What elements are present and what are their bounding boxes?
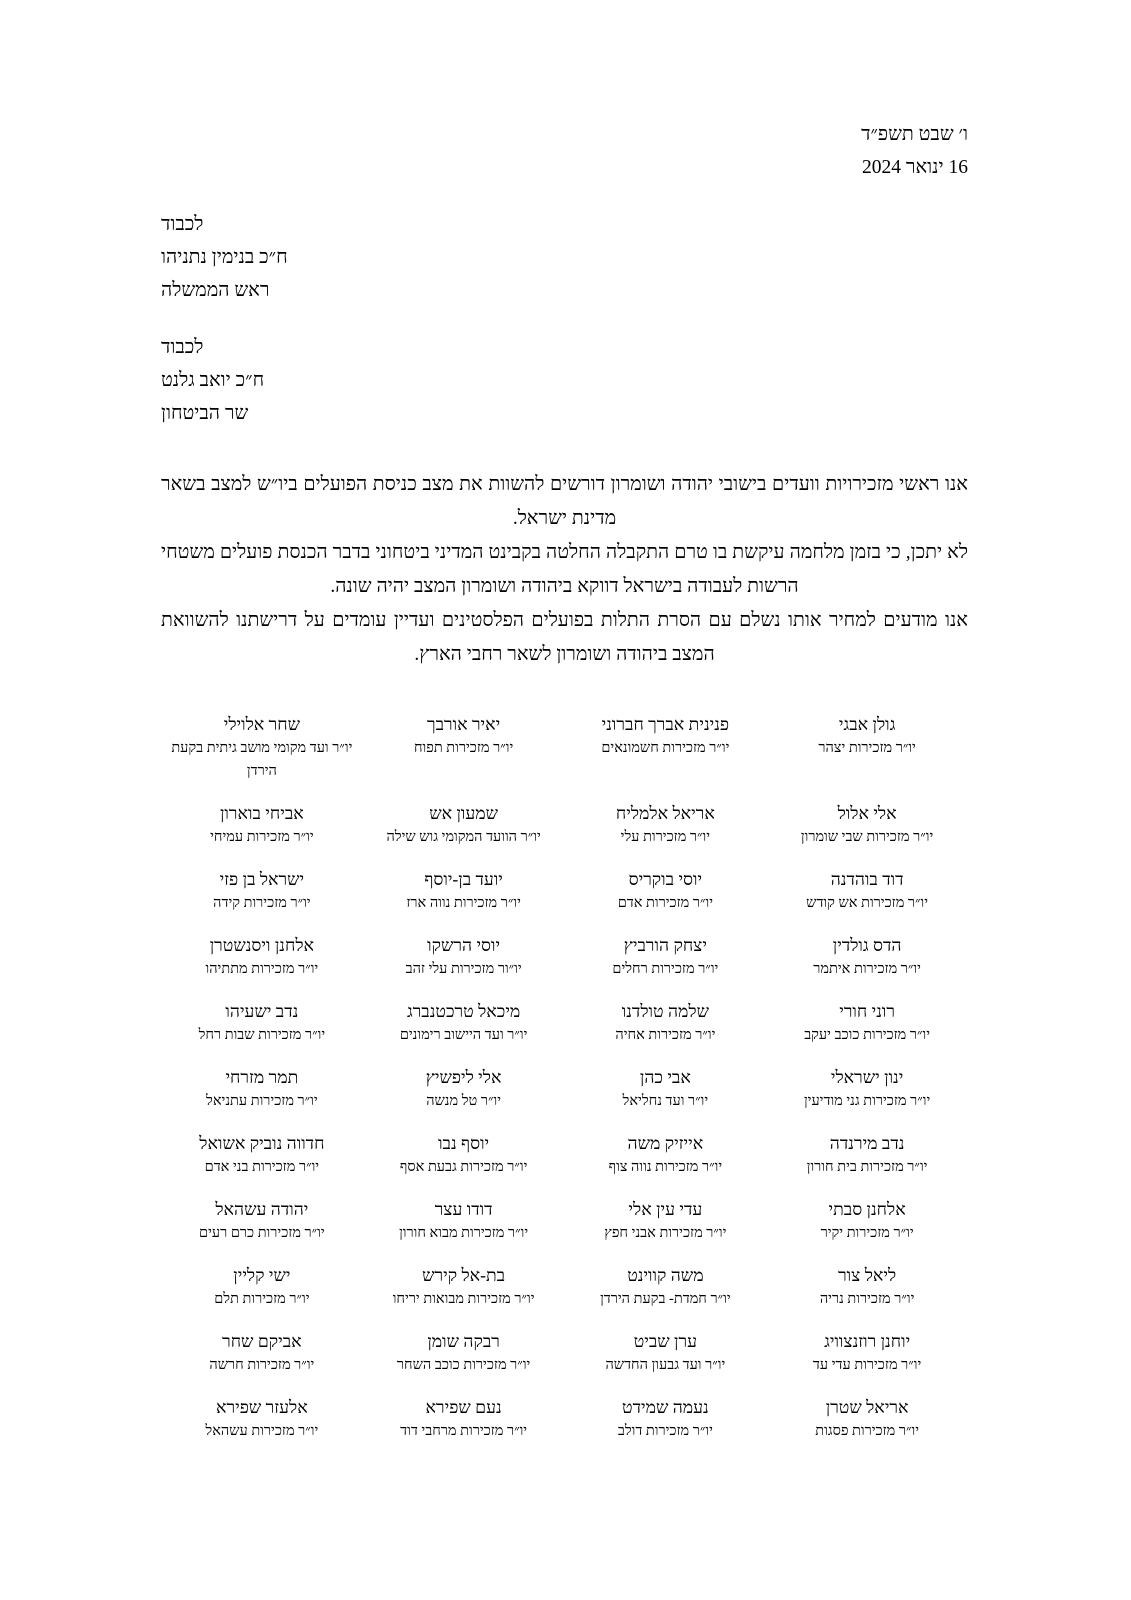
signatory-role: יו״ר מזכירות עלי	[620, 829, 711, 845]
signatory-name: יוסי בוקריס	[628, 869, 703, 889]
date-block	[161, 118, 968, 184]
signatory-entry	[161, 933, 363, 981]
signatories-grid	[161, 712, 968, 1461]
signatory-role: יו״ר מזכירות אבני חפץ	[604, 1225, 727, 1241]
signatory-name: שחר אלוילי	[223, 714, 300, 734]
signatory-role: יו״ר מזכירות תפוח	[413, 740, 514, 756]
signatory-role: יו״ור מזכירות עלי זהב	[405, 961, 522, 977]
signatory-entry	[766, 801, 968, 849]
signatory-role: יו״ר מזכירות בני אדם	[204, 1159, 320, 1175]
signatory-role: יו״ר מזכירות חשמונאים	[601, 740, 730, 756]
signatory-role: יו״ר הוועד המקומי גוש שילה	[386, 829, 541, 845]
signatory-role: יו״ר מזכירות פסגות	[815, 1423, 920, 1439]
signatory-entry	[565, 1131, 767, 1179]
signatory-entry	[161, 1131, 363, 1179]
signatory-name: דוד בוהדנה	[830, 869, 904, 889]
signatory-entry	[363, 1329, 565, 1377]
signatory-role: יו״ר מזכירות שבות רחל	[198, 1027, 326, 1043]
signatory-name: יוחנן רוזנצוויג	[824, 1331, 911, 1351]
signatory-entry	[363, 801, 565, 849]
signatory-entry	[161, 1395, 363, 1443]
signatory-name: אביקם שחר	[222, 1331, 302, 1351]
signatory-name: עדי עין אלי	[628, 1199, 703, 1219]
signatory-role: יו״ר מזכירות נווה צוף	[608, 1159, 723, 1175]
signatory-name: פנינית אברך חברוני	[601, 714, 730, 734]
signatory-name: נעמה שמידט	[622, 1397, 709, 1417]
signatory-entry	[766, 933, 968, 981]
signatory-name: אריאל אלמליח	[615, 803, 715, 823]
signatory-role: יו״ר מזכירות יצהר	[818, 740, 916, 756]
signatory-role: יו״ר מזכירות כרם רעים	[199, 1225, 325, 1241]
signatory-entry	[565, 1065, 767, 1113]
signatory-name: גולן אבגי	[838, 714, 896, 734]
signatory-role: יו״ר מזכירות אש קודש	[806, 895, 929, 911]
signatory-role: יו״ר מזכירות מתתיהו	[205, 961, 319, 977]
signature-column	[161, 712, 363, 1461]
signature-column	[565, 712, 767, 1461]
signatory-role: יו״ר טל מנשה	[426, 1093, 502, 1109]
signatory-name: אריאל שטרן	[825, 1397, 909, 1417]
signatory-entry	[161, 867, 363, 915]
signatory-role: יו״ר מזכירות מבוא חורון	[399, 1225, 529, 1241]
addressee-block-2	[161, 331, 968, 430]
signatory-entry	[363, 1131, 565, 1179]
signatory-name: רוני חורי	[839, 1001, 895, 1021]
signatory-entry	[161, 999, 363, 1047]
signatory-role: יו״ר מזכירות איתמר	[813, 961, 921, 977]
signatory-entry	[161, 801, 363, 849]
signatory-role: יו״ר מזכירות אדם	[617, 895, 714, 911]
signatory-role: יו״ר מזכירות שבי שומרון	[800, 829, 934, 845]
document-content	[161, 118, 968, 1461]
signatory-entry	[363, 1065, 565, 1113]
signatory-entry	[766, 1395, 968, 1443]
signatory-name: דודו עצר	[434, 1199, 493, 1219]
signatory-role: יו״ר מזכירות בית חורון	[806, 1159, 928, 1175]
signatory-name: חדווה נוביק אשואל	[199, 1133, 325, 1153]
signatory-entry	[565, 867, 767, 915]
body-paragraph-2: לא יתכן, כי בזמן מלחמה עיקשת בו טרם התקבלה החלטה בקבינט המדיני ביטחוני בדבר הכנסת פועלים משטחי הרשות לעבודה בישראל דווקא ביהודה ושומרון המצב יהיה שונה.	[161, 542, 968, 597]
signatory-name: יצחק הורביץ	[623, 935, 707, 955]
signatory-entry	[565, 801, 767, 849]
signatory-role: יו״ר מזכירות תלם	[214, 1291, 310, 1307]
hebrew-date: ו׳ שבט תשפ״ד	[861, 124, 968, 145]
signatory-role: יו״ר מזכירות עדי עד	[812, 1357, 922, 1373]
signatory-name: רבקה שומן	[427, 1331, 500, 1351]
signatory-entry	[161, 712, 363, 783]
signatory-role: יו״ר מזכירות דולב	[617, 1423, 713, 1439]
signatory-role: יו״ר מזכירות חרשה	[209, 1357, 315, 1373]
signatory-name: ישי קליין	[233, 1265, 291, 1285]
signatory-name: יועד בן-יוסף	[424, 869, 503, 889]
gregorian-date: 16 ינואר 2024	[862, 157, 968, 178]
signatory-role: יו״ר מזכירות מרחבי דוד	[400, 1423, 528, 1439]
addressee-1-salutation: לכבוד	[161, 214, 204, 235]
signatory-name: מיכאל טרכטנברג	[406, 1001, 521, 1021]
signatory-name: ישראל בן פזי	[219, 869, 305, 889]
signatory-role: יו״ר מזכירות כוכב השחר	[396, 1357, 531, 1373]
signatory-role: יו״ר חמדת- בקעת הירדן	[600, 1291, 731, 1307]
signatory-role: יו״ר ועד היישוב רימונים	[399, 1027, 528, 1043]
addressee-1-name: ח״כ בנימין נתניהו	[161, 247, 288, 268]
signatory-entry	[363, 933, 565, 981]
signatory-role: יו״ר מזכירות אחיה	[615, 1027, 716, 1043]
signatory-entry	[161, 1197, 363, 1245]
signatory-entry	[565, 999, 767, 1047]
signature-column	[766, 712, 968, 1461]
signatory-entry	[565, 1395, 767, 1443]
addressee-2-name: ח״כ יואב גלנט	[161, 370, 265, 391]
signatory-entry	[766, 867, 968, 915]
signatory-entry	[363, 712, 565, 783]
signatory-entry	[565, 933, 767, 981]
signatory-entry	[766, 1131, 968, 1179]
signatory-name: ינון ישראלי	[830, 1067, 904, 1087]
signatory-name: אלי אלול	[837, 803, 897, 823]
signatory-name: ליאל צור	[838, 1265, 897, 1285]
signatory-role: יו״ר מזכירות מבואות יריחו	[392, 1291, 535, 1307]
signatory-name: תמר מזרחי	[225, 1067, 299, 1087]
signatory-role: יו״ר ועד נחליאל	[622, 1093, 709, 1109]
signatory-role: יו״ר מזכירות גני מודיעין	[803, 1093, 931, 1109]
signatory-name: אלחנן סבתי	[828, 1199, 906, 1219]
body-paragraph-1: אנו ראשי מזכירויות וועדים בישובי יהודה ושומרון דורשים להשוות את מצב כניסת הפועלים ביו״ש למצב בשאר מדינת ישראל.	[161, 474, 968, 529]
signatory-entry	[363, 999, 565, 1047]
addressee-2-salutation: לכבוד	[161, 337, 204, 358]
addressee-2-title: שר הביטחון	[161, 403, 249, 424]
body-paragraph-3: אנו מודעים למחיר אותו נשלם עם הסרת התלות בפועלים הפלסטינים ועדיין עומדים על דרישתנו להשוואת המצב ביהודה ושומרון לשאר רחבי הארץ.	[161, 610, 968, 665]
signatory-name: יהודה עשהאל	[215, 1199, 309, 1219]
signatory-role: יו״ר מזכירות עתניאל	[206, 1093, 318, 1109]
signatory-role: יו״ר מזכירות עשהאל	[205, 1423, 319, 1439]
signatory-name: נדב ישעיהו	[225, 1001, 299, 1021]
signatory-name: אייזיק משה	[627, 1133, 704, 1153]
signatory-entry	[161, 1329, 363, 1377]
signatory-entry	[565, 1197, 767, 1245]
signatory-role: יו״ר מזכירות עמיחי	[210, 829, 314, 845]
signatory-role: יו״ר מזכירות רחלים	[612, 961, 719, 977]
addressee-1-title: ראש הממשלה	[161, 280, 270, 301]
signatory-entry	[363, 1197, 565, 1245]
signatory-entry	[766, 1197, 968, 1245]
signatory-entry	[766, 1329, 968, 1377]
signatory-name: הדס גולדין	[832, 935, 902, 955]
signature-column	[363, 712, 565, 1461]
signatory-entry	[565, 1263, 767, 1311]
signatory-role: יו״ר מזכירות גבעת אסף	[399, 1159, 528, 1175]
signatory-role: יו״ר מזכירות כוכב יעקב	[804, 1027, 931, 1043]
letter-body	[161, 468, 968, 672]
signatory-role: יו״ר מזכירות קידה	[213, 895, 311, 911]
signatory-name: יאיר אורבך	[426, 714, 501, 734]
signatory-entry	[161, 1263, 363, 1311]
signatory-entry	[363, 1395, 565, 1443]
signatory-entry	[766, 999, 968, 1047]
signatory-name: נדב מירנדה	[829, 1133, 905, 1153]
signatory-name: יוסי הרשקו	[427, 935, 501, 955]
signatory-name: אבי כהן	[639, 1067, 691, 1087]
signatory-entry	[565, 712, 767, 783]
addressee-block-1	[161, 208, 968, 307]
signatory-role: יו״ר מזכירות יקיר	[820, 1225, 914, 1241]
signatory-name: נעם שפירא	[425, 1397, 502, 1417]
signatory-entry	[565, 1329, 767, 1377]
signatory-name: אביחי בוארון	[219, 803, 304, 823]
signatory-name: יוסף נבו	[438, 1133, 490, 1153]
signatory-name: ערן שביט	[633, 1331, 698, 1351]
signatory-name: אלחנן ויסנשטרן	[209, 935, 315, 955]
signatory-name: משה קווינט	[627, 1265, 704, 1285]
signatory-entry	[161, 1065, 363, 1113]
signatory-role: יו״ר מזכירות נווה ארז	[406, 895, 521, 911]
signatory-name: אלי ליפשיץ	[425, 1067, 502, 1087]
signatory-entry	[363, 867, 565, 915]
signatory-name: שמעון אש	[429, 803, 499, 823]
signatory-name: אלעזר שפירא	[216, 1397, 308, 1417]
signatory-role: יו״ר ועד גבעון החדשה	[605, 1357, 726, 1373]
signatory-name: בת-אל קירש	[422, 1265, 506, 1285]
signatory-entry	[363, 1263, 565, 1311]
signatory-role: יו״ר ועד מקומי מושב גיתית בקעת הירדן	[171, 740, 353, 779]
signatory-entry	[766, 712, 968, 783]
signatory-entry	[766, 1065, 968, 1113]
signatory-role: יו״ר מזכירות נריה	[819, 1291, 915, 1307]
signatory-entry	[766, 1263, 968, 1311]
signatory-name: שלמה טולדנו	[621, 1001, 709, 1021]
